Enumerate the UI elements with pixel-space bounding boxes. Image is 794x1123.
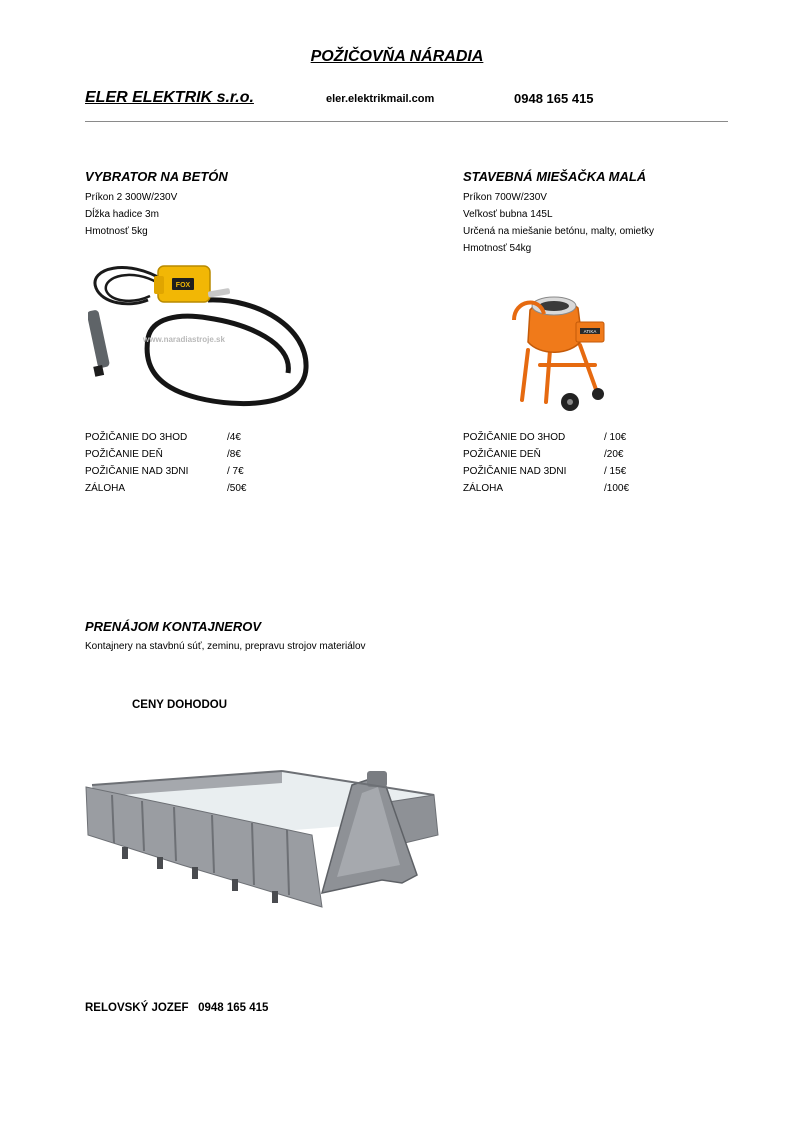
containers-title: PRENÁJOM KONTAJNEROV: [85, 619, 262, 634]
price-value: /20€: [604, 449, 624, 460]
price-value: / 15€: [604, 466, 627, 477]
containers-description: Kontajnery na stavbnú súť, zeminu, prepravu strojov materiálov: [85, 641, 366, 652]
vibrator-image: [88, 258, 313, 418]
price-row: [85, 429, 285, 446]
vibrator-title: VYBRATOR NA BETÓN: [85, 169, 228, 184]
company-name: ELER ELEKTRIK s.r.o.: [85, 89, 254, 106]
vibrator-spec-weight: Hmotnosť 5kg: [85, 226, 148, 237]
vibrator-price-list: [85, 429, 285, 497]
company-email: eler.elektrikmail.com: [326, 93, 435, 105]
container-image: [82, 765, 444, 915]
price-row: [463, 446, 683, 463]
price-row: [463, 429, 683, 446]
footer-contact: RELOVSKÝ JOZEF 0948 165 415: [85, 1002, 269, 1014]
price-value: /8€: [227, 449, 241, 460]
price-label: POŽIČANIE DEŇ: [85, 449, 163, 460]
mixer-spec-power: Príkon 700W/230V: [463, 192, 547, 203]
vibrator-watermark: www.naradiastroje.sk: [143, 335, 225, 344]
price-label: POŽIČANIE DO 3HOD: [463, 432, 566, 443]
price-value: /4€: [227, 432, 241, 443]
price-label: POŽIČANIE NAD 3DNI: [85, 466, 189, 477]
mixer-brand-label: ATIKA: [583, 329, 597, 334]
mixer-price-list: [463, 429, 683, 497]
price-row: [85, 446, 285, 463]
price-value: /100€: [604, 483, 630, 494]
price-label: POŽIČANIE NAD 3DNI: [463, 466, 567, 477]
price-label: ZÁLOHA: [85, 483, 126, 494]
company-phone: 0948 165 415: [514, 91, 594, 106]
vibrator-spec-hose: Dĺžka hadice 3m: [85, 209, 159, 220]
mixer-specs: [463, 189, 654, 257]
price-value: / 7€: [227, 466, 244, 477]
vibrator-spec-power: Príkon 2 300W/230V: [85, 192, 178, 203]
price-value: / 10€: [604, 432, 627, 443]
price-row: [463, 463, 683, 480]
price-row: [463, 480, 683, 497]
mixer-title: STAVEBNÁ MIEŠAČKA MALÁ: [463, 169, 647, 184]
price-row: [85, 480, 285, 497]
mixer-image: [510, 290, 610, 415]
mixer-spec-weight: Hmotnosť 54kg: [463, 243, 532, 254]
vibrator-specs: [85, 189, 177, 240]
mixer-spec-usage: Určená na miešanie betónu, malty, omietky: [463, 226, 655, 237]
page-title: POŽIČOVŇA NÁRADIA: [310, 48, 484, 65]
price-row: [85, 463, 285, 480]
price-value: /50€: [227, 483, 247, 494]
price-label: POŽIČANIE DEŇ: [463, 449, 541, 460]
price-label: POŽIČANIE DO 3HOD: [85, 432, 188, 443]
header-divider: [85, 121, 728, 122]
price-label: ZÁLOHA: [463, 483, 504, 494]
mixer-spec-drum: Veľkosť bubna 145L: [463, 209, 553, 220]
containers-price-note: CENY DOHODOU: [132, 699, 227, 711]
vibrator-brand-label: FOX: [175, 282, 191, 289]
